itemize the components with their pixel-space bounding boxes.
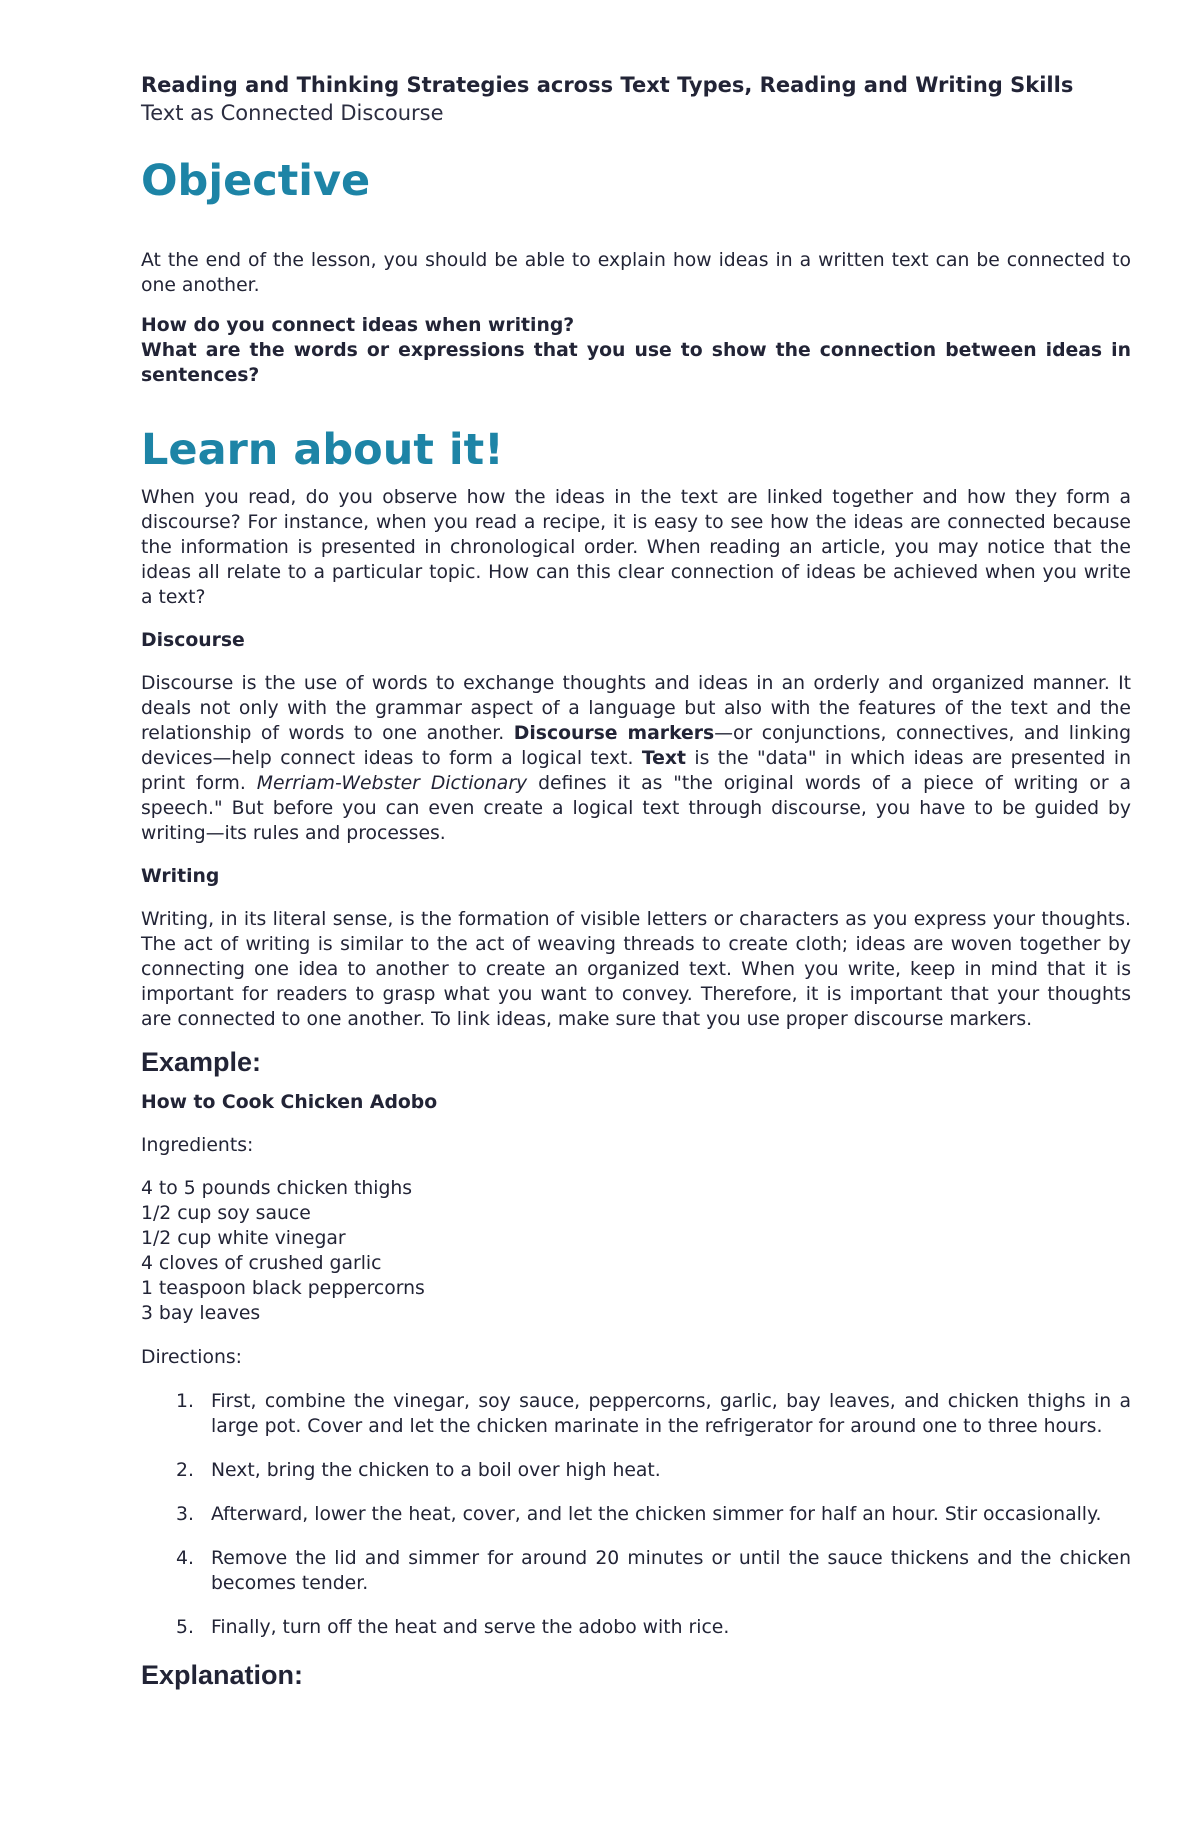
explanation-heading: Explanation: <box>141 1660 304 1690</box>
step-text: First, combine the vinegar, soy sauce, peppercorns, garlic, bay leaves, and chicken thighs in a large pot. Cover and let the chicken marinate in the refrigerator for around one to three hours. <box>211 1391 1131 1437</box>
lesson-title: Text as Connected Discourse <box>141 101 444 125</box>
direction-step <box>141 1615 1131 1640</box>
ingredient-item: 1 teaspoon black peppercorns <box>141 1278 425 1299</box>
step-number: 4. <box>176 1548 194 1569</box>
guide-question-2: What are the words or expressions that you use to show the connection between ideas in sentences? <box>141 340 1131 386</box>
example-heading: Example: <box>141 1047 262 1077</box>
recipe-title: How to Cook Chicken Adobo <box>141 1092 438 1113</box>
step-text: Remove the lid and simmer for around 20 minutes or until the sauce thickens and the chicken becomes tender. <box>211 1548 1131 1594</box>
learn-intro: When you read, do you observe how the ideas in the text are linked together and how they form a discourse? For instance, when you read a recipe, it is easy to see how the ideas are connected because the information is presented in chronological order. When reading an article, you may notice that the ideas all relate to a particular topic. How can this clear connection of ideas be achieved when you write a text? <box>141 487 1131 608</box>
writing-heading: Writing <box>141 866 220 887</box>
step-number: 2. <box>176 1460 194 1481</box>
ingredient-item: 1/2 cup soy sauce <box>141 1203 311 1224</box>
step-number: 3. <box>176 1504 194 1525</box>
ingredient-item: 4 cloves of crushed garlic <box>141 1253 382 1274</box>
direction-step <box>141 1458 1131 1483</box>
ingredient-item: 4 to 5 pounds chicken thighs <box>141 1178 413 1199</box>
ingredient-item: 1/2 cup white vinegar <box>141 1228 346 1249</box>
direction-step <box>141 1546 1131 1596</box>
dictionary-name: Merriam-Webster Dictionary <box>256 773 528 794</box>
discourse-text-1: Discourse is the use of words to exchange thoughts and ideas in an orderly and organized manner. It deals not only with the grammar aspect of a language but also with the features of the text and the relationship of words to one another. <box>141 673 1131 744</box>
guide-question-1: How do you connect ideas when writing? <box>141 315 575 336</box>
discourse-heading: Discourse <box>141 630 245 651</box>
step-text: Finally, turn off the heat and serve the adobo with rice. <box>211 1617 730 1638</box>
discourse-text-3: is the "data" in which ideas are presented in print form. <box>141 748 1131 794</box>
ingredients-list <box>141 1176 1131 1326</box>
discourse-paragraph <box>141 671 1131 846</box>
ingredients-label: Ingredients: <box>141 1135 254 1156</box>
ingredient-item: 3 bay leaves <box>141 1303 261 1324</box>
discourse-text-4: defines it as "the original words of a piece of writing or a speech." But before you can even create a logical text through discourse, you have to be guided by writing—its rules and processes. <box>141 773 1131 844</box>
writing-paragraph: Writing, in its literal sense, is the formation of visible letters or characters as you express your thoughts. The act of writing is similar to the act of weaving threads to create cloth; ideas are woven together by connecting one idea to another to create an organized text. When you write, keep in mind that it is important for readers to grasp what you want to convey. Therefore, it is important that your thoughts are connected to one another. To link ideas, make sure that you use proper discourse markers. <box>141 909 1131 1030</box>
learn-heading: Learn about it! <box>141 425 504 475</box>
step-text: Afterward, lower the heat, cover, and let the chicken simmer for half an hour. Stir occasionally. <box>211 1504 1102 1525</box>
direction-step <box>141 1502 1131 1527</box>
discourse-markers-term: Discourse markers <box>513 723 715 744</box>
directions-list <box>141 1389 1131 1640</box>
step-number: 1. <box>176 1391 194 1412</box>
step-number: 5. <box>176 1617 194 1638</box>
step-text: Next, bring the chicken to a boil over high heat. <box>211 1460 661 1481</box>
discourse-text-2: —or conjunctions, connectives, and linking devices—help connect ideas to form a logical text. <box>141 723 1131 769</box>
objective-text: At the end of the lesson, you should be able to explain how ideas in a written text can be connected to one another. <box>141 250 1131 296</box>
objective-heading: Objective <box>141 156 371 206</box>
directions-label: Directions: <box>141 1347 242 1368</box>
text-term: Text <box>641 748 686 769</box>
course-title: Reading and Thinking Strategies across Text Types, Reading and Writing Skills <box>141 73 1074 97</box>
direction-step <box>141 1389 1131 1439</box>
